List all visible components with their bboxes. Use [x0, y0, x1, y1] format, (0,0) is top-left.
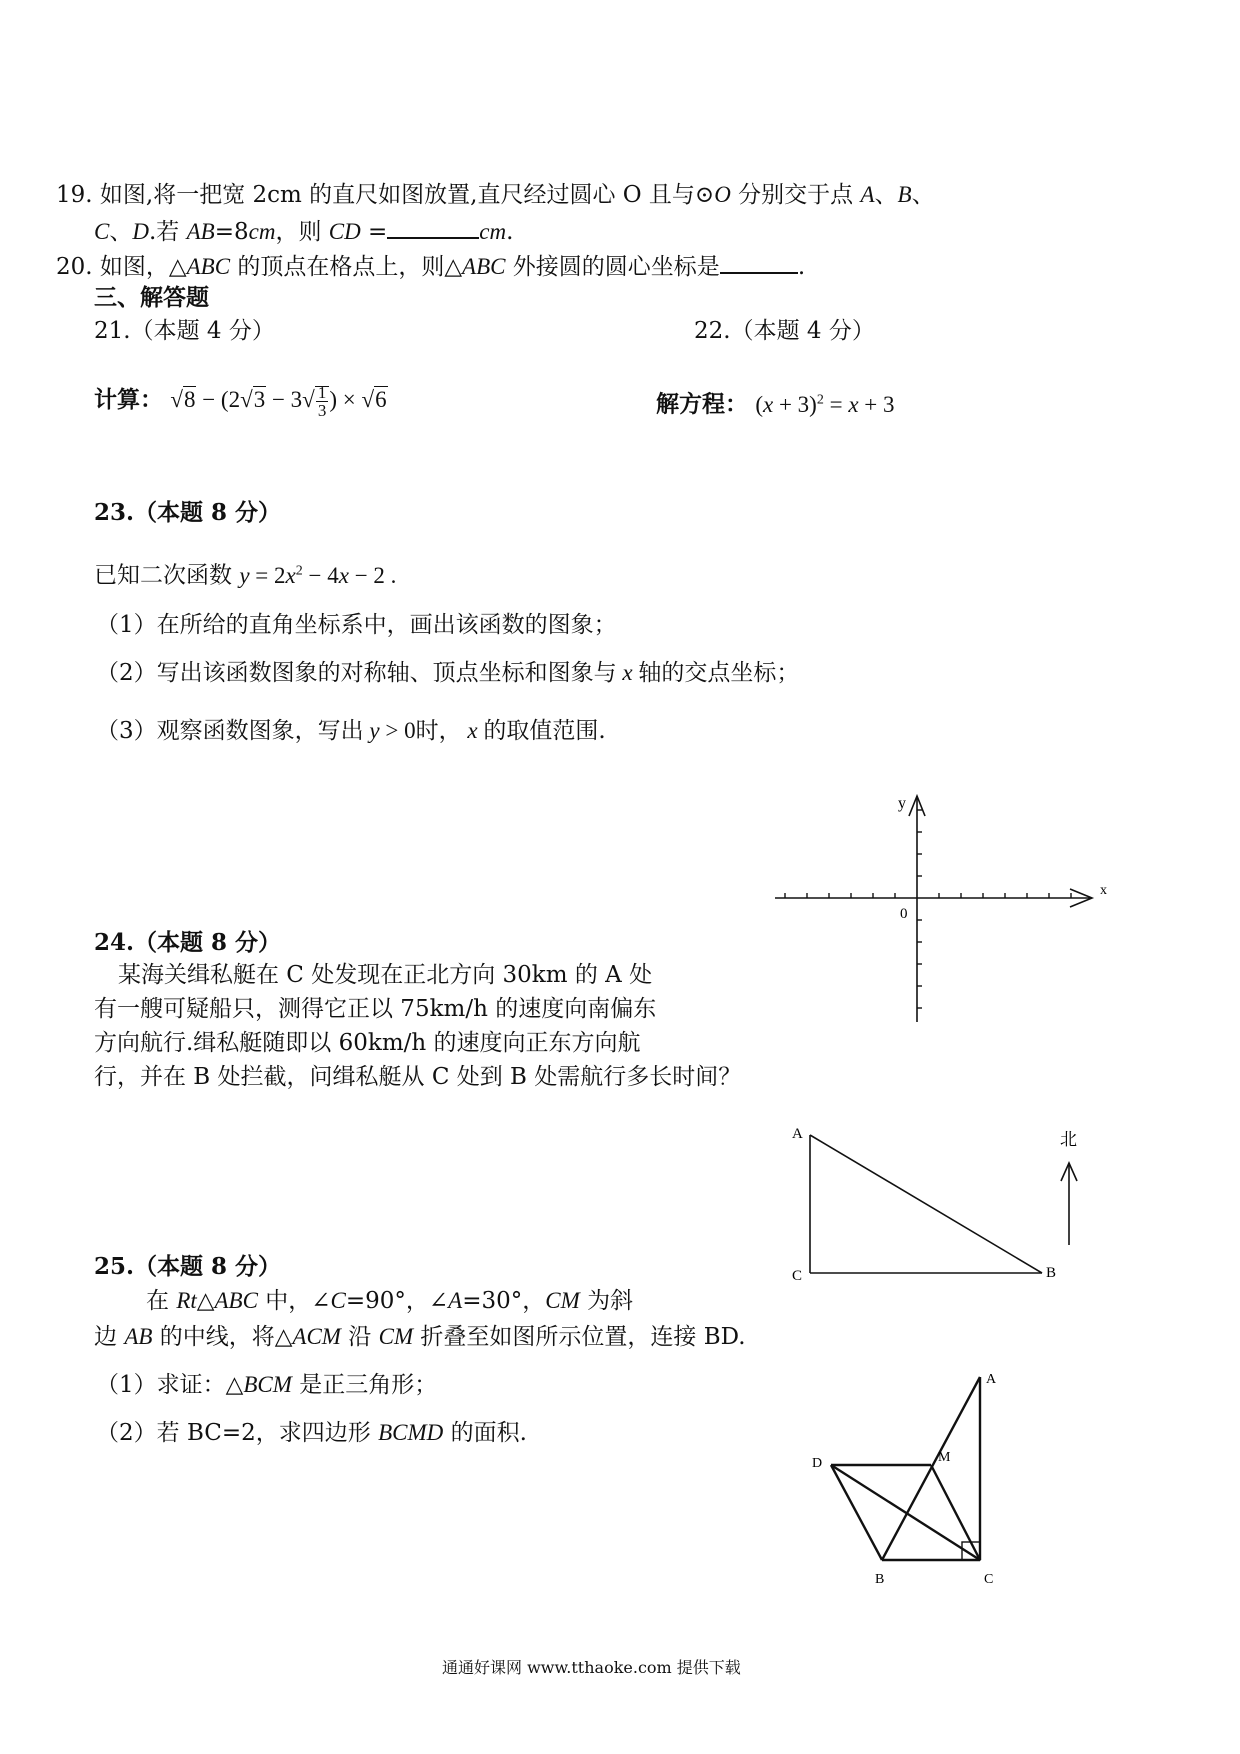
- q21-label: 计算：: [94, 386, 163, 413]
- q19-line1: [56, 180, 935, 210]
- q25-figure: [800, 1365, 1020, 1605]
- north-label: 北: [1060, 1130, 1077, 1149]
- segment-cd: CD: [328, 219, 361, 244]
- triangle-abc: ABC: [462, 254, 506, 279]
- q25-item1-text: （1）求证：△: [96, 1372, 244, 1398]
- q23-function: $y = 2x^2 - 4x - 2$ .: [239, 562, 397, 588]
- q22-label: 解方程：: [656, 390, 748, 418]
- q25-text: 的中线，将△: [152, 1324, 293, 1350]
- triangle-abc: ABC: [214, 1288, 258, 1313]
- q23-header: 23.（本题 8 分）: [94, 499, 282, 526]
- period: .: [506, 219, 514, 245]
- q25-text: 沿: [340, 1324, 379, 1350]
- q19-line2: [94, 215, 513, 247]
- sep: 、: [109, 219, 133, 245]
- q25-text: 在: [146, 1288, 177, 1314]
- period: .: [797, 254, 806, 280]
- q19-number: 19.: [56, 182, 93, 208]
- q23-intro: [94, 556, 396, 591]
- q23-item3-tail: 的取值范围.: [483, 718, 606, 744]
- q19-text: 如图,将一把宽 2cm 的直尺如图放置,直尺经过圆心 O 且与⊙: [99, 182, 715, 208]
- point-a: A: [860, 182, 875, 207]
- q24-line4: 行，并在 B 处拦截，问缉私艇从 C 处到 B 处需航行多长时间？: [94, 1064, 742, 1090]
- label-c: C: [984, 1572, 994, 1587]
- segment-ab: AB: [186, 219, 215, 244]
- triangle-symbol: △: [196, 1288, 215, 1314]
- q25-text: 折叠至如图所示位置，连接 BD.: [413, 1324, 746, 1350]
- q22-expression: [656, 380, 895, 425]
- q21-expression: [94, 380, 388, 420]
- q21-formula: √8 − (2√3 − 3√ $\frac{1}{3}$ ) × √6: [170, 383, 387, 421]
- answer-blank[interactable]: [720, 250, 798, 274]
- angle-c: C: [330, 1288, 346, 1313]
- triangle-abc: ABC: [186, 254, 231, 279]
- q25-text: 为斜: [579, 1288, 634, 1314]
- q25-item1-tail: 是正三角形；: [291, 1372, 438, 1398]
- point-b: B: [897, 182, 912, 207]
- q24-line1: 某海关缉私艇在 C 处发现在正北方向 30km 的 A 处: [118, 962, 653, 988]
- label-a: A: [792, 1126, 803, 1142]
- q25-item2: [96, 1418, 527, 1448]
- segment-ab: AB: [124, 1324, 153, 1349]
- unit-cm: cm: [479, 219, 507, 244]
- label-b: B: [1046, 1265, 1057, 1281]
- q25-line2: [94, 1322, 746, 1352]
- q19-text-d: ，则: [275, 219, 329, 245]
- label-a: A: [986, 1372, 997, 1387]
- q20-text: 的顶点在格点上，则△: [230, 254, 463, 280]
- q19-text-b: 分别交于点: [730, 182, 861, 208]
- segment-cm: CM: [545, 1288, 580, 1313]
- quadrilateral-bcmd: BCMD: [378, 1420, 444, 1445]
- q20-line: [56, 250, 805, 282]
- q24-line3: 方向航行.缉私艇随即以 60km/h 的速度向正东方向航: [94, 1030, 641, 1056]
- q19-text-c: .若: [148, 219, 187, 245]
- angle-a: A: [448, 1288, 463, 1313]
- segment-dc: [831, 1465, 980, 1560]
- label-b: B: [875, 1572, 885, 1587]
- x-axis-label: x: [1100, 883, 1107, 898]
- axis-ticks: [785, 810, 1071, 1008]
- label-d: D: [812, 1456, 823, 1471]
- origin-label: 0: [900, 906, 908, 922]
- q23-intro-text: 已知二次函数: [94, 562, 232, 589]
- point-d: D: [132, 219, 149, 244]
- label-m: M: [938, 1450, 951, 1465]
- q23-item3: （3）观察函数图象，写出 y > 0时， x 的取值范围.: [96, 718, 606, 744]
- q25-text: 中，∠: [257, 1288, 331, 1314]
- sep: 、: [874, 182, 898, 208]
- q24-figure: [780, 1115, 1100, 1295]
- rt: Rt: [176, 1288, 197, 1313]
- q21-header: 21.（本题 4 分）: [94, 318, 275, 344]
- segment-db: [831, 1465, 882, 1560]
- equals: =: [360, 219, 388, 245]
- answer-blank[interactable]: [387, 215, 479, 239]
- q23-item1: （1）在所给的直角坐标系中，画出该函数的图象；: [96, 612, 617, 638]
- triangle-bcm: BCM: [243, 1372, 292, 1397]
- q24-line2: 有一艘可疑船只，测得它正以 75km/h 的速度向南偏东: [94, 996, 657, 1022]
- q25-text: =90°，∠: [345, 1288, 449, 1314]
- q25-line1: [146, 1286, 633, 1316]
- q25-text: =30°，: [462, 1288, 546, 1314]
- q23-item2-text: （2）写出该函数图象的对称轴、顶点坐标和图象与: [96, 660, 617, 686]
- triangle-acm: ACM: [292, 1324, 341, 1349]
- q25-text: 边: [94, 1324, 125, 1350]
- q25-header: 25.（本题 8 分）: [94, 1253, 282, 1280]
- section-heading: 三、解答题: [94, 284, 209, 311]
- q25-item1: [96, 1370, 437, 1400]
- value-8: =8: [214, 219, 249, 245]
- q22-formula: $(x + 3)^2 = x + 3$: [755, 391, 895, 417]
- unit-cm: cm: [248, 219, 276, 244]
- segment-ab: [810, 1135, 1042, 1273]
- q23-item3-mid: 时，: [415, 718, 462, 744]
- q20-text: 如图，△: [99, 254, 187, 280]
- q23-item2: （2）写出该函数图象的对称轴、顶点坐标和图象与 x 轴的交点坐标；: [96, 660, 800, 686]
- segment-cm: CM: [378, 1324, 414, 1349]
- point-c: C: [94, 219, 110, 244]
- q25-item2-tail: 的面积.: [443, 1420, 527, 1446]
- q20-number: 20.: [56, 254, 93, 280]
- y-axis-label: y: [898, 795, 906, 812]
- q25-item2-text: （2）若 BC=2，求四边形: [96, 1420, 379, 1446]
- q23-item3-text: （3）观察函数图象，写出: [96, 718, 364, 744]
- q20-text: 外接圆的圆心坐标是: [505, 254, 720, 280]
- q23-item2-tail: 轴的交点坐标；: [638, 660, 800, 686]
- sep: 、: [911, 182, 935, 208]
- q22-header: 22.（本题 4 分）: [694, 318, 875, 344]
- coordinate-axes: [770, 790, 1115, 1030]
- circle-o: O: [714, 182, 731, 207]
- label-c: C: [792, 1268, 803, 1284]
- q24-header: 24.（本题 8 分）: [94, 929, 282, 956]
- footer-text: 通通好课网 www.tthaoke.com 提供下载: [442, 1658, 741, 1677]
